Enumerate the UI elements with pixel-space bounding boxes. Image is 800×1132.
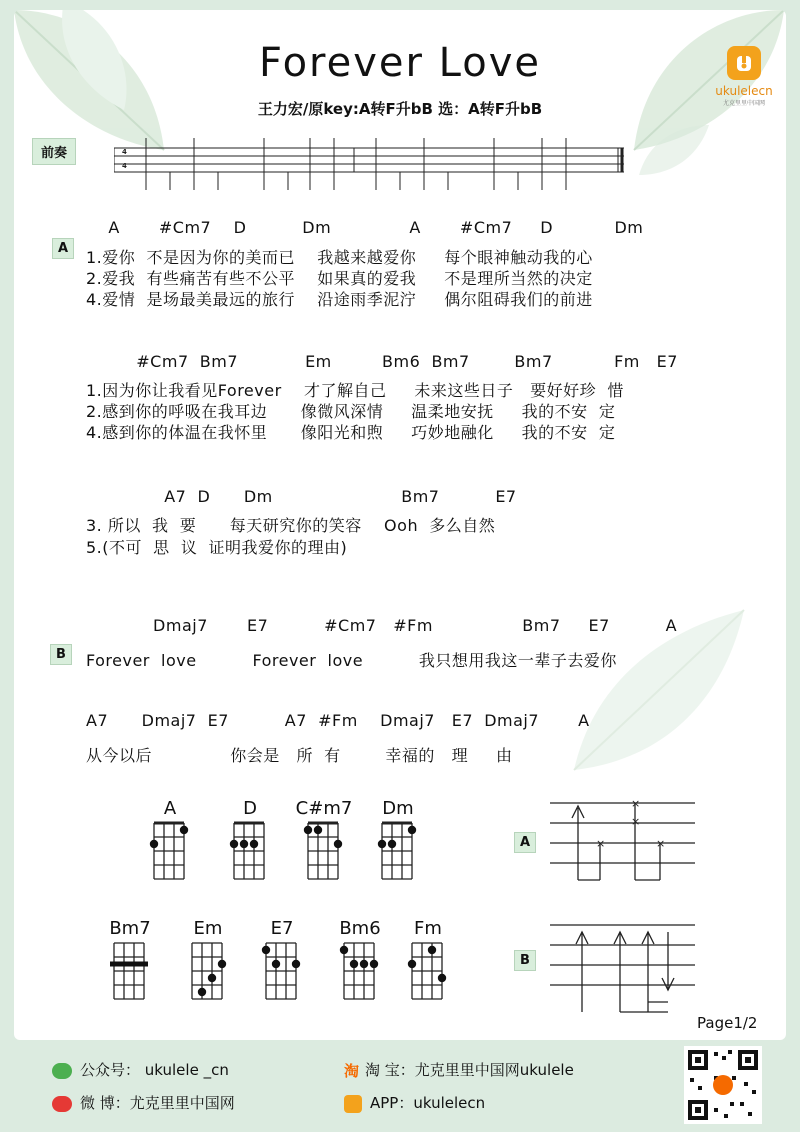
verse2-line-1: 1.因为你让我看见Forever 才了解自己 未来这些日子 要好好珍 惜 [86,381,624,400]
app-info [344,1092,485,1113]
leaf-decoration-right [634,120,714,180]
chord-fretboard [252,939,312,1011]
verse3-line-2: 5.(不可 思 议 证明我爱你的理由) [86,538,348,557]
finger-dot [218,960,226,968]
chord-diagram [140,798,200,895]
qr-code [684,1046,762,1124]
finger-dot [370,960,378,968]
time-signature-bottom: 4 [122,162,127,170]
verse1-line-1: 1.爱你 不是因为你的美而已 我越来越爱你 每个眼神触动我的心 [86,248,593,267]
strum-pattern-b [550,920,710,1015]
svg-text:×: × [631,815,641,828]
finger-dot [408,960,416,968]
verse2-line-2: 2.感到你的呼吸在我耳边 像微风深情 温柔地安抚 我的不安 定 [86,402,616,421]
finger-dot [314,826,322,834]
weibo-icon [52,1096,72,1112]
finger-dot [292,960,300,968]
svg-text:×: × [596,837,606,850]
finger-dot [150,840,158,848]
finger-dot [428,946,436,954]
chord-fretboard [330,939,390,1011]
weibo-info [52,1092,235,1113]
chorus2-lyric: 从今以后 你会是 所 有 幸福的 理 由 [86,746,513,765]
logo-subtext: 尤克里里中国网 [722,100,765,107]
strum-b-tag: B [514,950,536,971]
svg-text:×: × [656,837,666,850]
chord-diagram [330,918,390,1015]
verse1-chords: A #Cm7 D Dm A #Cm7 D Dm [86,218,644,237]
chord-fretboard [398,939,458,1011]
finger-dot [438,974,446,982]
finger-dot [240,840,248,848]
intro-tablature [114,138,634,198]
wechat-icon [52,1063,72,1079]
chord-name: A [163,798,177,819]
chord-diagram [220,798,280,895]
finger-dot [350,960,358,968]
chord-name: Fm [414,918,442,939]
chord-name: Bm6 [339,918,381,939]
chord-diagram [368,798,428,895]
intro-label: 前奏 [32,138,76,165]
verse1-line-2: 2.爱我 有些痛苦有些不公平 如果真的爱我 不是理所当然的决定 [86,269,593,288]
chord-fretboard [294,819,354,891]
chorus2-chords: A7 Dmaj7 E7 A7 #Fm Dmaj7 E7 Dmaj7 A [86,711,590,730]
finger-dot [208,974,216,982]
chorus1-lyric: Forever love Forever love 我只想用我这一辈子去爱你 [86,651,617,670]
chord-fretboard [100,939,160,1011]
chord-diagram [252,918,312,1015]
chord-name: D [243,798,257,819]
time-signature-top: 4 [122,148,127,156]
verse2-line-3: 4.感到你的体温在我怀里 像阳光和煦 巧妙地融化 我的不安 定 [86,423,616,442]
taobao-info [344,1059,574,1081]
sheet-page [14,10,786,1040]
site-logo [704,46,784,107]
strum-pattern-a [550,798,700,888]
chord-fretboard [140,819,200,891]
finger-dot [250,840,258,848]
chord-name: Dm [382,798,414,819]
chord-fretboard [220,819,280,891]
verse3-line-1: 3. 所以 我 要 每天研究你的笑容 Ooh 多么自然 [86,516,496,535]
barre-mark [110,962,148,967]
section-b-tag: B [50,644,72,665]
chord-name: Bm7 [109,918,151,939]
finger-dot [262,946,270,954]
app-text: APP：ukulelecn [370,1094,486,1112]
chord-diagram [294,798,354,895]
chord-fretboard [368,819,428,891]
chord-name: Em [193,918,223,939]
finger-dot [360,960,368,968]
verse3-chords: A7 D Dm Bm7 E7 [86,487,517,506]
finger-dot [198,988,206,996]
chord-diagram [178,918,238,1015]
chord-name: E7 [270,918,294,939]
section-a-tag: A [52,238,74,259]
taobao-text: 淘 宝：尤克里里中国网ukulele [365,1061,574,1079]
song-subtitle: 王力宏/原key:A转F升bB 选：A转F升bB [257,100,543,118]
chord-name: C#m7 [295,798,353,819]
chord-diagram [398,918,458,1015]
taobao-icon: 淘 [344,1062,360,1080]
chorus1-chords: Dmaj7 E7 #Cm7 #Fm Bm7 E7 A [86,616,678,635]
finger-dot [334,840,342,848]
finger-dot [304,826,312,834]
app-icon [344,1095,362,1113]
ukulele-icon [727,46,761,80]
finger-dot [272,960,280,968]
verse1-line-3: 4.爱情 是场最美最远的旅行 沿途雨季泥泞 偶尔阻碍我们的前进 [86,290,593,309]
finger-dot [340,946,348,954]
finger-dot [230,840,238,848]
finger-dot [180,826,188,834]
finger-dot [388,840,396,848]
weibo-text: 微 博：尤克里里中国网 [80,1094,235,1112]
chord-diagram [100,918,160,1015]
svg-text:×: × [631,798,641,810]
logo-text: ukulelecn [715,84,773,98]
page-number: Page1/2 [697,1014,758,1032]
chord-fretboard [178,939,238,1011]
wechat-info [52,1059,229,1080]
finger-dot [378,840,386,848]
song-title: Forever Love [258,40,541,86]
verse2-chords: #Cm7 Bm7 Em Bm6 Bm7 Bm7 Fm E7 [86,352,678,371]
finger-dot [408,826,416,834]
strum-a-tag: A [514,832,536,853]
wechat-text: 公众号： ukulele _cn [80,1061,229,1079]
